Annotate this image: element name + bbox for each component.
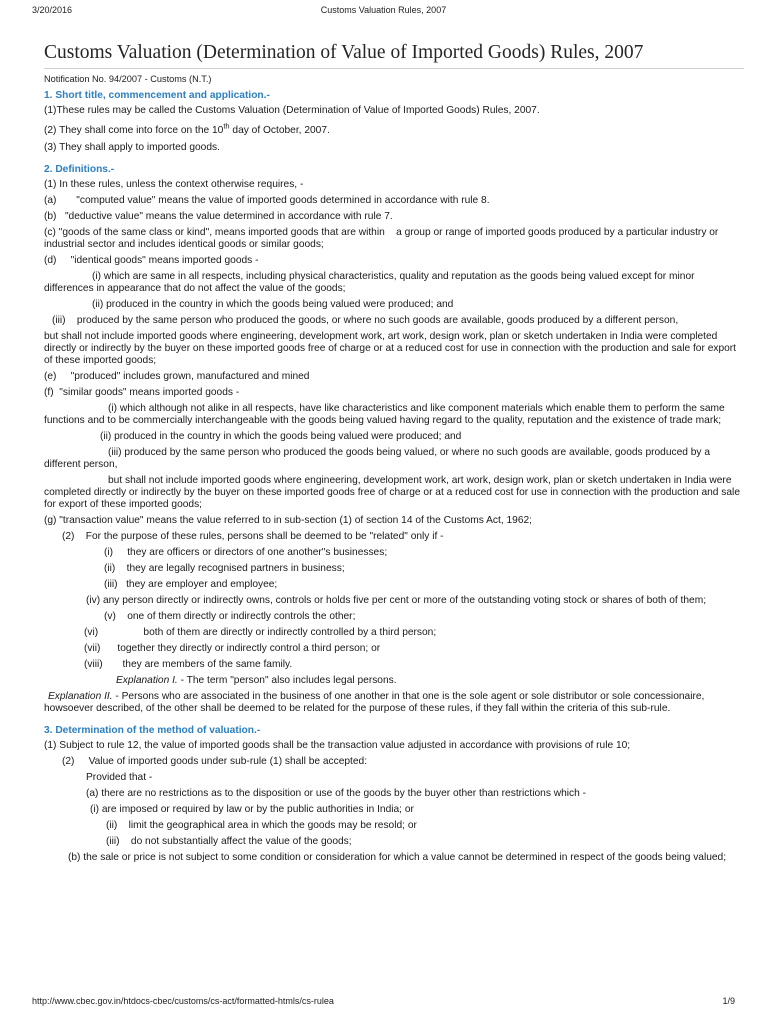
print-date: 3/20/2016 [32, 5, 73, 15]
s2-related-iv: (iv) any person directly or indirectly owns, controls or holds five per cent or more of the outstanding voting stock or shares of both of them; [86, 595, 707, 606]
s1-para-1: (1)These rules may be called the Customs Valuation (Determination of Value of Imported Goods) Rules, 2007. [44, 105, 540, 116]
section-3-heading: 3. Determination of the method of valuation.- [44, 725, 261, 736]
source-url: http://www.cbec.gov.in/htdocs-cbec/customs/cs-act/formatted-htmls/cs-rulea [32, 996, 334, 1006]
s2-related-vii: (vii) together they directly or indirectly control a third person; or [84, 643, 381, 654]
s3-proviso: Provided that - [86, 772, 153, 783]
s1-para-2: (2) They shall come into force on the 10th day of October, 2007. [44, 121, 330, 136]
s3-para-1: (1) Subject to rule 12, the value of imported goods shall be the transaction value adjusted in accordance with provisions of rule 10; [44, 740, 631, 751]
s2-def-d-iii: (iii) produced by the same person who produced the goods, or where no such goods are available, goods produced by a different person, [52, 315, 679, 326]
s2-explanation-2: Explanation II. - Persons who are associated in the business of one another in that one is the sole agent or sole distributor or sole concessionaire, howsoever described, of the other shall be deemed to be related for the purpose of these rules, if they fall within the criteria of this sub-rule. [44, 691, 705, 714]
s2-def-f-i: (i) which although not alike in all respects, have like characteristics and like component materials which enable them to perform the same functions and to be commercially interchangeable with the goods being valued having regard to the quality, reputation and the existence of trade mark; [44, 403, 725, 426]
print-header [32, 5, 735, 19]
s2-def-f: (f) "similar goods" means imported goods - [44, 387, 240, 398]
section-1-heading: 1. Short title, commencement and application.- [44, 90, 270, 101]
s3-clause-a-i: (i) are imposed or required by law or by the public authorities in India; or [90, 804, 414, 815]
s2-def-f-ii: (ii) produced in the country in which the goods being valued were produced; and [100, 431, 462, 442]
s2-def-d-i: (i) which are same in all respects, including physical characteristics, quality and reputation as the goods being valued except for minor differences in appearance that do not affect the value of the goods; [44, 271, 695, 294]
s2-para-1: (1) In these rules, unless the context otherwise requires, - [44, 179, 304, 190]
s2-related-vi: (vi) both of them are directly or indirectly controlled by a third person; [84, 627, 437, 638]
s1-para-3: (3) They shall apply to imported goods. [44, 142, 220, 153]
s2-explanation-1: Explanation I. - The term "person" also includes legal persons. [116, 675, 397, 686]
print-page-title: Customs Valuation Rules, 2007 [320, 5, 447, 15]
s2-related-viii: (viii) they are members of the same family. [84, 659, 293, 670]
s3-clause-b: (b) the sale or price is not subject to some condition or consideration for which a value cannot be determined in respect of the goods being valued; [68, 852, 727, 863]
s2-def-c: (c) "goods of the same class or kind", means imported goods that are within a group or range of imported goods produced by a particular industry or industrial sector and includes identical goods or similar goods; [44, 227, 722, 250]
s2-def-d: (d) "identical goods" means imported goods - [44, 255, 259, 266]
s3-para-2: (2) Value of imported goods under sub-rule (1) shall be accepted: [62, 756, 368, 767]
section-2-heading: 2. Definitions.- [44, 164, 115, 175]
s3-clause-a: (a) there are no restrictions as to the disposition or use of the goods by the buyer other than restrictions which - [86, 788, 587, 799]
notification-number: Notification No. 94/2007 - Customs (N.T.) [44, 74, 212, 84]
print-footer [32, 996, 735, 1010]
s2-related-ii: (ii) they are legally recognised partners in business; [104, 563, 345, 574]
s2-def-d-ii: (ii) produced in the country in which the goods being valued were produced; and [92, 299, 454, 310]
title-divider [44, 68, 744, 69]
s2-def-f-iii: (iii) produced by the same person who produced the goods being valued, or where no such goods are available, goods produced by a different person, [44, 447, 711, 470]
s2-def-a: (a) "computed value" means the value of imported goods determined in accordance with rule 8. [44, 195, 490, 206]
s3-clause-a-ii: (ii) limit the geographical area in which the goods may be resold; or [106, 820, 417, 831]
s2-related-i: (i) they are officers or directors of one another"s businesses; [104, 547, 388, 558]
s2-rule-2: (2) For the purpose of these rules, persons shall be deemed to be "related" only if - [62, 531, 444, 542]
document-title: Customs Valuation (Determination of Value of Imported Goods) Rules, 2007 [44, 42, 644, 63]
s2-related-v: (v) one of them directly or indirectly controls the other; [104, 611, 356, 622]
s2-def-e: (e) "produced" includes grown, manufactured and mined [44, 371, 310, 382]
s2-def-d-tail: but shall not include imported goods where engineering, development work, art work, design work, plan or sketch undertaken in India were completed directly or indirectly by the buyer on these imported goods free of charge or at a reduced cost for use in connection with the production and sale for export of these imported goods; [44, 331, 737, 366]
s3-clause-a-iii: (iii) do not substantially affect the value of the goods; [106, 836, 352, 847]
s2-def-f-tail: but shall not include imported goods where engineering, development work, art work, design work, plan or sketch undertaken in India were completed directly or indirectly by the buyer on these imported goods free of charge or at a reduced cost for use in connection with the production and sale for export of these imported goods; [44, 475, 740, 510]
document-body [44, 86, 744, 864]
s2-def-g: (g) "transaction value" means the value referred to in sub-section (1) of section 14 of the Customs Act, 1962; [44, 515, 532, 526]
page-number: 1/9 [722, 996, 735, 1006]
s2-related-iii: (iii) they are employer and employee; [104, 579, 278, 590]
s2-def-b: (b) "deductive value" means the value determined in accordance with rule 7. [44, 211, 393, 222]
